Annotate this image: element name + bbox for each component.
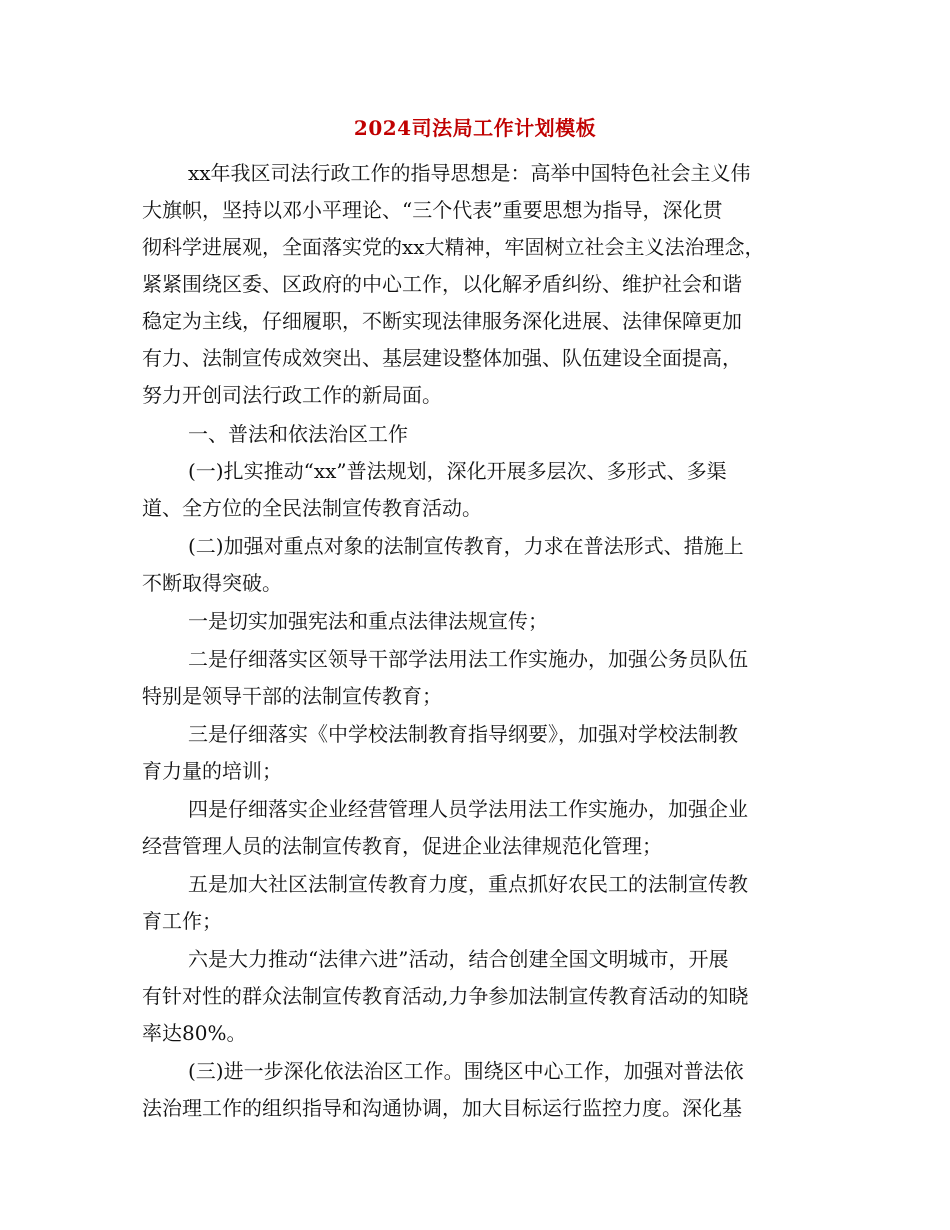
section-heading: 一、普法和依法治区工作 <box>188 422 408 446</box>
paragraph-line: 一是切实加强宪法和重点法律法规宣传； <box>188 609 548 633</box>
paragraph-line: 率达80%。 <box>142 1021 247 1045</box>
paragraph-line: 育工作； <box>142 909 222 933</box>
paragraph-line: (一)扎实推动“xx”普法规划，深化开展多层次、多形式、多渠 <box>188 459 727 483</box>
paragraph-line: 六是大力推动“法律六进”活动，结合创建全国文明城市，开展 <box>188 947 729 971</box>
paragraph-line: 经营管理人员的法制宣传教育，促进企业法律规范化管理； <box>142 834 662 858</box>
paragraph-line: 育力量的培训； <box>142 759 282 783</box>
document-title: 2024司法局工作计划模板 <box>353 116 597 140</box>
paragraph-line: 特别是领导干部的法制宣传教育； <box>142 684 442 708</box>
paragraph-line: 大旗帜，坚持以邓小平理论、“三个代表”重要思想为指导，深化贯 <box>142 198 723 222</box>
paragraph-line: 彻科学进展观，全面落实党的xx大精神，牢固树立社会主义法治理念， <box>142 235 765 259</box>
paragraph-line: 二是仔细落实区领导干部学法用法工作实施办，加强公务员队伍 <box>188 647 748 671</box>
paragraph-line: (二)加强对重点对象的法制宣传教育，力求在普法形式、措施上 <box>188 534 744 558</box>
paragraph-line: 有力、法制宣传成效突出、基层建设整体加强、队伍建设全面提高， <box>142 346 742 370</box>
paragraph-line: (三)进一步深化依法治区工作。围绕区中心工作，加强对普法依 <box>188 1059 744 1083</box>
paragraph-line: xx年我区司法行政工作的指导思想是：高举中国特色社会主义伟 <box>188 161 751 185</box>
paragraph-line: 法治理工作的组织指导和沟通协调，加大目标运行监控力度。深化基 <box>142 1096 742 1120</box>
paragraph-line: 三是仔细落实《中学校法制教育指导纲要》，加强对学校法制教 <box>188 722 738 746</box>
paragraph-line: 紧紧围绕区委、区政府的中心工作，以化解矛盾纠纷、维护社会和谐 <box>142 272 742 296</box>
paragraph-line: 有针对性的群众法制宣传教育活动,力争参加法制宣传教育活动的知晓 <box>142 984 749 1008</box>
paragraph-line: 道、全方位的全民法制宣传教育活动。 <box>142 496 482 520</box>
paragraph-line: 不断取得突破。 <box>142 571 282 595</box>
paragraph-line: 五是加大社区法制宣传教育力度，重点抓好农民工的法制宣传教 <box>188 872 748 896</box>
paragraph-line: 稳定为主线，仔细履职，不断实现法律服务深化进展、法律保障更加 <box>142 309 742 333</box>
paragraph-line: 四是仔细落实企业经营管理人员学法用法工作实施办，加强企业 <box>188 797 748 821</box>
paragraph-line: 努力开创司法行政工作的新局面。 <box>142 383 442 407</box>
